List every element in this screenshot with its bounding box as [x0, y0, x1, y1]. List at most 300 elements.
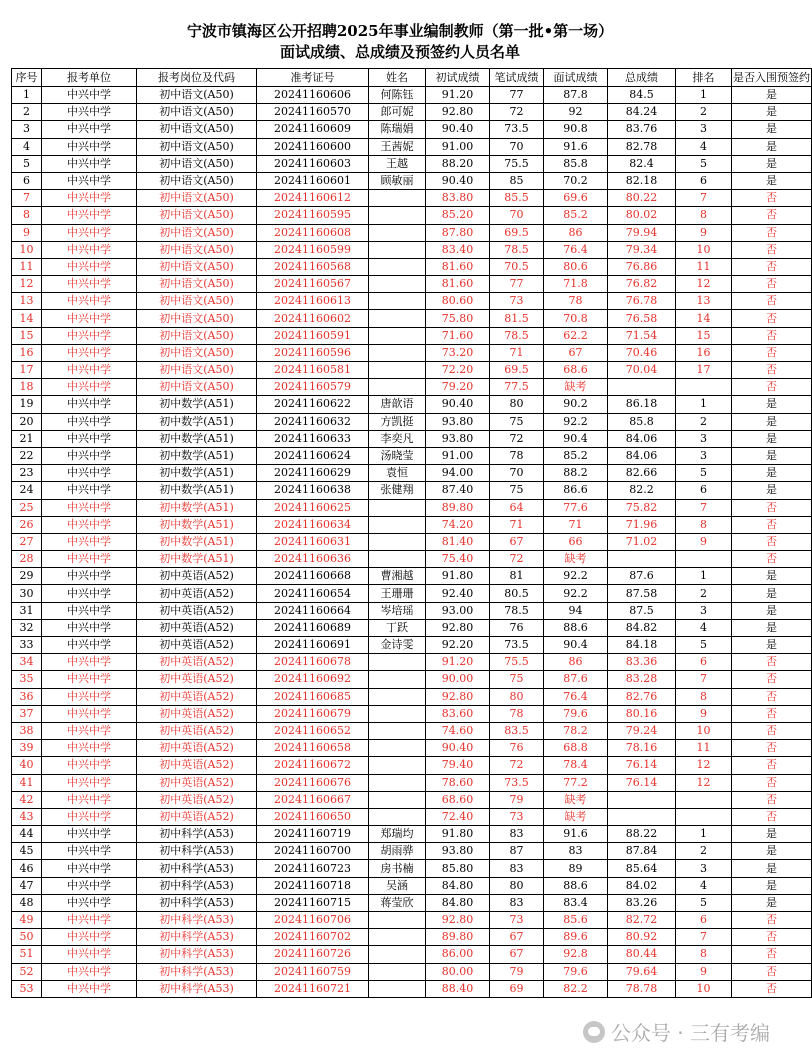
- table-row: [12, 172, 812, 189]
- table-cell: 88.6: [544, 619, 608, 636]
- header-cell: 报考单位: [42, 69, 137, 87]
- table-cell: 86.6: [544, 482, 608, 499]
- table-cell: 王越: [369, 155, 426, 172]
- row-index-cell: 49: [12, 912, 42, 929]
- table-cell: 76.78: [608, 293, 676, 310]
- table-cell: 中兴中学: [42, 826, 137, 843]
- table-cell: 5: [676, 465, 732, 482]
- table-cell: 初中语文(A50): [137, 293, 257, 310]
- table-cell: 91.6: [544, 826, 608, 843]
- table-cell: 20241160672: [257, 757, 369, 774]
- table-cell: 王茜妮: [369, 138, 426, 155]
- table-cell: 13: [676, 293, 732, 310]
- table-cell: 3: [676, 430, 732, 447]
- row-index-cell: 11: [12, 258, 42, 275]
- table-cell: [369, 912, 426, 929]
- table-cell: 69.6: [544, 190, 608, 207]
- table-cell: 77.6: [544, 499, 608, 516]
- table-cell: 初中科学(A53): [137, 946, 257, 963]
- table-cell: 初中科学(A53): [137, 963, 257, 980]
- table-cell: 84.02: [608, 877, 676, 894]
- table-cell: 81: [490, 568, 544, 585]
- table-cell: 84.06: [608, 447, 676, 464]
- table-row: [12, 190, 812, 207]
- table-cell: 中兴中学: [42, 172, 137, 189]
- table-row: [12, 826, 812, 843]
- table-cell: 中兴中学: [42, 276, 137, 293]
- row-index-cell: 47: [12, 877, 42, 894]
- table-cell: 84.82: [608, 619, 676, 636]
- table-cell: 否: [732, 379, 812, 396]
- table-row: [12, 791, 812, 808]
- table-cell: 中兴中学: [42, 482, 137, 499]
- row-index-cell: 12: [12, 276, 42, 293]
- table-cell: 初中数学(A51): [137, 413, 257, 430]
- row-index-cell: 41: [12, 774, 42, 791]
- table-cell: 89.6: [544, 929, 608, 946]
- table-cell: 86: [544, 224, 608, 241]
- table-cell: 12: [676, 276, 732, 293]
- table-cell: 88.2: [544, 465, 608, 482]
- table-row: [12, 104, 812, 121]
- table-cell: [369, 310, 426, 327]
- table-cell: 7: [676, 671, 732, 688]
- table-cell: [676, 791, 732, 808]
- table-cell: 78: [544, 293, 608, 310]
- table-cell: 75: [490, 482, 544, 499]
- table-cell: 中兴中学: [42, 396, 137, 413]
- table-cell: 是: [732, 121, 812, 138]
- table-cell: 79.40: [426, 757, 490, 774]
- table-cell: 初中数学(A51): [137, 516, 257, 533]
- row-index-cell: 6: [12, 172, 42, 189]
- table-cell: 20241160668: [257, 568, 369, 585]
- table-cell: [676, 551, 732, 568]
- table-cell: 中兴中学: [42, 602, 137, 619]
- table-row: [12, 344, 812, 361]
- table-row: [12, 362, 812, 379]
- row-index-cell: 7: [12, 190, 42, 207]
- table-cell: 80.02: [608, 207, 676, 224]
- table-cell: [369, 551, 426, 568]
- table-cell: 20241160606: [257, 87, 369, 104]
- table-cell: 初中语文(A50): [137, 138, 257, 155]
- table-cell: 中兴中学: [42, 705, 137, 722]
- table-cell: 初中语文(A50): [137, 379, 257, 396]
- table-row: [12, 654, 812, 671]
- table-cell: 20241160608: [257, 224, 369, 241]
- table-cell: 20241160679: [257, 705, 369, 722]
- table-row: [12, 516, 812, 533]
- table-cell: 84.24: [608, 104, 676, 121]
- table-cell: 76: [490, 740, 544, 757]
- row-index-cell: 31: [12, 602, 42, 619]
- table-cell: 初中语文(A50): [137, 241, 257, 258]
- table-cell: 中兴中学: [42, 894, 137, 911]
- table-cell: 初中语文(A50): [137, 87, 257, 104]
- table-cell: 缺考: [544, 791, 608, 808]
- table-cell: 缺考: [544, 551, 608, 568]
- table-cell: 1: [676, 87, 732, 104]
- table-cell: [369, 688, 426, 705]
- table-cell: 69.5: [490, 362, 544, 379]
- table-cell: 75.80: [426, 310, 490, 327]
- table-cell: 6: [676, 654, 732, 671]
- table-cell: 20241160664: [257, 602, 369, 619]
- table-cell: 90.40: [426, 121, 490, 138]
- table-cell: 是: [732, 155, 812, 172]
- table-row: [12, 757, 812, 774]
- table-cell: 否: [732, 791, 812, 808]
- table-cell: 否: [732, 551, 812, 568]
- table-row: [12, 808, 812, 825]
- table-cell: 否: [732, 705, 812, 722]
- table-cell: 初中英语(A52): [137, 637, 257, 654]
- table-cell: 中兴中学: [42, 654, 137, 671]
- table-cell: 8: [676, 207, 732, 224]
- row-index-cell: 40: [12, 757, 42, 774]
- table-cell: 是: [732, 430, 812, 447]
- table-cell: 71: [490, 516, 544, 533]
- table-cell: 20241160678: [257, 654, 369, 671]
- table-row: [12, 413, 812, 430]
- table-cell: 91.00: [426, 447, 490, 464]
- table-cell: 71: [544, 516, 608, 533]
- row-index-cell: 45: [12, 843, 42, 860]
- table-cell: 80.22: [608, 190, 676, 207]
- table-cell: 92.20: [426, 637, 490, 654]
- table-cell: 2: [676, 585, 732, 602]
- table-cell: 中兴中学: [42, 671, 137, 688]
- table-cell: 是: [732, 843, 812, 860]
- table-cell: 1: [676, 568, 732, 585]
- table-cell: 丁跃: [369, 619, 426, 636]
- table-cell: 方凯挺: [369, 413, 426, 430]
- table-row: [12, 499, 812, 516]
- table-cell: 83.4: [544, 894, 608, 911]
- table-cell: 90.2: [544, 396, 608, 413]
- table-body: [12, 87, 812, 998]
- table-cell: 90.40: [426, 396, 490, 413]
- table-cell: 73.5: [490, 637, 544, 654]
- table-cell: 何陈钰: [369, 87, 426, 104]
- table-cell: 5: [676, 637, 732, 654]
- table-cell: 9: [676, 224, 732, 241]
- table-cell: 87.40: [426, 482, 490, 499]
- table-cell: 初中数学(A51): [137, 499, 257, 516]
- table-cell: 83: [544, 843, 608, 860]
- table-cell: 初中语文(A50): [137, 327, 257, 344]
- table-cell: 87: [490, 843, 544, 860]
- table-cell: 否: [732, 258, 812, 275]
- table-cell: 71.96: [608, 516, 676, 533]
- table-cell: 中兴中学: [42, 722, 137, 739]
- table-cell: 初中科学(A53): [137, 912, 257, 929]
- table-cell: 74.60: [426, 722, 490, 739]
- table-cell: [608, 551, 676, 568]
- table-cell: 中兴中学: [42, 258, 137, 275]
- row-index-cell: 27: [12, 533, 42, 550]
- table-cell: 76.14: [608, 774, 676, 791]
- table-cell: 20241160706: [257, 912, 369, 929]
- table-cell: 79.34: [608, 241, 676, 258]
- table-cell: 初中英语(A52): [137, 774, 257, 791]
- table-cell: 84.5: [608, 87, 676, 104]
- table-cell: 93.80: [426, 430, 490, 447]
- table-cell: 81.60: [426, 258, 490, 275]
- table-cell: 81.60: [426, 276, 490, 293]
- table-cell: 76.86: [608, 258, 676, 275]
- table-cell: 74.20: [426, 516, 490, 533]
- table-cell: 80.00: [426, 963, 490, 980]
- table-cell: 12: [676, 757, 732, 774]
- table-cell: 92.80: [426, 912, 490, 929]
- table-cell: 76.4: [544, 241, 608, 258]
- table-cell: 否: [732, 946, 812, 963]
- table-cell: 否: [732, 688, 812, 705]
- table-cell: 初中数学(A51): [137, 465, 257, 482]
- table-cell: 89: [544, 860, 608, 877]
- table-cell: 79.24: [608, 722, 676, 739]
- table-cell: 初中数学(A51): [137, 447, 257, 464]
- table-cell: 70.5: [490, 258, 544, 275]
- row-index-cell: 19: [12, 396, 42, 413]
- table-cell: 92.40: [426, 585, 490, 602]
- table-cell: 75: [490, 413, 544, 430]
- table-cell: 85.8: [544, 155, 608, 172]
- table-cell: 否: [732, 190, 812, 207]
- table-cell: 曹湘越: [369, 568, 426, 585]
- table-row: [12, 138, 812, 155]
- table-row: [12, 860, 812, 877]
- table-cell: 91.20: [426, 87, 490, 104]
- row-index-cell: 25: [12, 499, 42, 516]
- table-cell: 92.2: [544, 568, 608, 585]
- table-cell: 中兴中学: [42, 791, 137, 808]
- header-cell: 报考岗位及代码: [137, 69, 257, 87]
- table-cell: 75.40: [426, 551, 490, 568]
- table-cell: 20241160654: [257, 585, 369, 602]
- table-cell: 初中语文(A50): [137, 276, 257, 293]
- table-row: [12, 155, 812, 172]
- table-cell: [369, 258, 426, 275]
- table-cell: 70: [490, 138, 544, 155]
- table-cell: 20241160609: [257, 121, 369, 138]
- table-row: [12, 929, 812, 946]
- table-cell: [369, 344, 426, 361]
- table-cell: 缺考: [544, 808, 608, 825]
- table-cell: 20241160625: [257, 499, 369, 516]
- row-index-cell: 42: [12, 791, 42, 808]
- table-row: [12, 87, 812, 104]
- table-cell: 78: [490, 447, 544, 464]
- table-cell: 70.2: [544, 172, 608, 189]
- table-cell: 初中英语(A52): [137, 585, 257, 602]
- table-cell: 78.2: [544, 722, 608, 739]
- table-cell: 20241160613: [257, 293, 369, 310]
- table-cell: 80: [490, 396, 544, 413]
- table-cell: 90.40: [426, 172, 490, 189]
- table-cell: 20241160591: [257, 327, 369, 344]
- table-row: [12, 637, 812, 654]
- table-cell: 93.80: [426, 843, 490, 860]
- table-cell: 初中科学(A53): [137, 860, 257, 877]
- table-cell: [369, 276, 426, 293]
- table-cell: 82.2: [608, 482, 676, 499]
- table-cell: [676, 379, 732, 396]
- table-row: [12, 551, 812, 568]
- table-cell: 8: [676, 946, 732, 963]
- table-cell: 89.80: [426, 499, 490, 516]
- table-cell: 83: [490, 894, 544, 911]
- table-cell: 20241160726: [257, 946, 369, 963]
- table-cell: 初中科学(A53): [137, 826, 257, 843]
- table-cell: 82.72: [608, 912, 676, 929]
- table-cell: 78.5: [490, 327, 544, 344]
- header-cell: 姓名: [369, 69, 426, 87]
- table-cell: 中兴中学: [42, 190, 137, 207]
- table-cell: 68.60: [426, 791, 490, 808]
- table-cell: 初中英语(A52): [137, 688, 257, 705]
- table-cell: 20241160650: [257, 808, 369, 825]
- table-cell: 83.76: [608, 121, 676, 138]
- table-row: [12, 774, 812, 791]
- table-cell: 71: [490, 344, 544, 361]
- table-row: [12, 310, 812, 327]
- header-cell: 初试成绩: [426, 69, 490, 87]
- table-row: [12, 396, 812, 413]
- table-cell: 否: [732, 499, 812, 516]
- table-cell: 10: [676, 241, 732, 258]
- table-cell: 否: [732, 774, 812, 791]
- table-cell: 汤晓莹: [369, 447, 426, 464]
- table-cell: 20241160702: [257, 929, 369, 946]
- table-cell: 85.20: [426, 207, 490, 224]
- table-cell: 92.80: [426, 688, 490, 705]
- table-cell: [369, 671, 426, 688]
- results-table: [11, 68, 812, 998]
- table-cell: 20241160603: [257, 155, 369, 172]
- table-cell: [369, 362, 426, 379]
- table-cell: 92.8: [544, 946, 608, 963]
- table-cell: 3: [676, 860, 732, 877]
- table-cell: [369, 722, 426, 739]
- table-cell: 75.5: [490, 654, 544, 671]
- table-cell: [608, 791, 676, 808]
- row-index-cell: 18: [12, 379, 42, 396]
- table-cell: 张健翔: [369, 482, 426, 499]
- table-row: [12, 705, 812, 722]
- table-row: [12, 585, 812, 602]
- row-index-cell: 38: [12, 722, 42, 739]
- table-cell: 20241160667: [257, 791, 369, 808]
- table-cell: 初中英语(A52): [137, 722, 257, 739]
- table-cell: 83: [490, 860, 544, 877]
- table-cell: 20241160596: [257, 344, 369, 361]
- table-cell: 中兴中学: [42, 808, 137, 825]
- table-cell: 81.40: [426, 533, 490, 550]
- table-cell: 78.60: [426, 774, 490, 791]
- table-cell: 91.6: [544, 138, 608, 155]
- table-cell: 中兴中学: [42, 121, 137, 138]
- table-cell: 否: [732, 293, 812, 310]
- table-cell: 92.2: [544, 585, 608, 602]
- table-cell: 是: [732, 104, 812, 121]
- table-cell: 82.78: [608, 138, 676, 155]
- header-cell: 笔试成绩: [490, 69, 544, 87]
- table-cell: 73.5: [490, 121, 544, 138]
- table-cell: 中兴中学: [42, 379, 137, 396]
- page-subtitle: 面试成绩、总成绩及预签约人员名单: [279, 43, 520, 61]
- table-cell: 胡雨骅: [369, 843, 426, 860]
- table-cell: 中兴中学: [42, 912, 137, 929]
- table-cell: 是: [732, 860, 812, 877]
- table-cell: 20241160759: [257, 963, 369, 980]
- table-row: [12, 671, 812, 688]
- table-cell: 初中语文(A50): [137, 190, 257, 207]
- table-cell: 中兴中学: [42, 585, 137, 602]
- table-cell: 87.6: [544, 671, 608, 688]
- table-row: [12, 722, 812, 739]
- table-cell: 73: [490, 293, 544, 310]
- table-cell: 90.00: [426, 671, 490, 688]
- table-cell: 80: [490, 877, 544, 894]
- row-index-cell: 23: [12, 465, 42, 482]
- table-cell: 83.26: [608, 894, 676, 911]
- table-cell: 93.80: [426, 413, 490, 430]
- table-cell: 20241160622: [257, 396, 369, 413]
- table-cell: 初中英语(A52): [137, 705, 257, 722]
- table-cell: 17: [676, 362, 732, 379]
- table-cell: 68.6: [544, 362, 608, 379]
- table-cell: 初中科学(A53): [137, 894, 257, 911]
- table-row: [12, 533, 812, 550]
- table-cell: 76.4: [544, 688, 608, 705]
- table-cell: 中兴中学: [42, 138, 137, 155]
- table-cell: 是: [732, 87, 812, 104]
- table-cell: 80.92: [608, 929, 676, 946]
- table-cell: 7: [676, 499, 732, 516]
- table-cell: 岑培瑶: [369, 602, 426, 619]
- table-cell: 中兴中学: [42, 430, 137, 447]
- table-cell: 79.6: [544, 705, 608, 722]
- table-cell: 20241160567: [257, 276, 369, 293]
- table-cell: 1: [676, 826, 732, 843]
- row-index-cell: 39: [12, 740, 42, 757]
- table-cell: 20241160631: [257, 533, 369, 550]
- table-cell: 中兴中学: [42, 929, 137, 946]
- table-cell: [369, 774, 426, 791]
- table-cell: 9: [676, 705, 732, 722]
- table-cell: 76: [490, 619, 544, 636]
- table-row: [12, 327, 812, 344]
- table-cell: 房书楠: [369, 860, 426, 877]
- table-cell: 11: [676, 740, 732, 757]
- header-cell: 面试成绩: [544, 69, 608, 87]
- table-cell: 初中语文(A50): [137, 121, 257, 138]
- table-cell: [369, 327, 426, 344]
- table-cell: 是: [732, 482, 812, 499]
- table-cell: 20241160718: [257, 877, 369, 894]
- row-index-cell: 10: [12, 241, 42, 258]
- table-cell: [369, 293, 426, 310]
- table-cell: 8: [676, 516, 732, 533]
- table-cell: 90.4: [544, 637, 608, 654]
- table-cell: 80.16: [608, 705, 676, 722]
- table-cell: 73.20: [426, 344, 490, 361]
- watermark-text: 公众号 · 三有考编: [610, 1021, 770, 1045]
- table-cell: 是: [732, 465, 812, 482]
